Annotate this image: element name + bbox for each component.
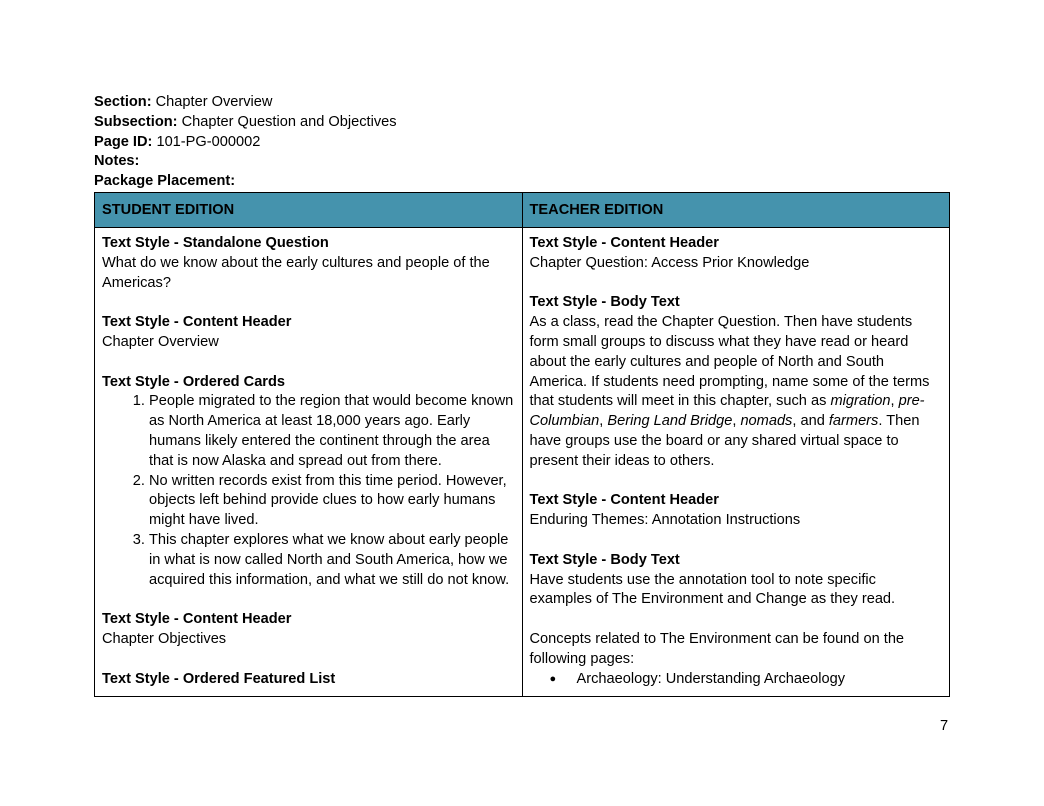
ordered-cards-list xyxy=(102,392,515,590)
content-header-text: Chapter Overview xyxy=(102,333,219,350)
page-id-label: Page ID: xyxy=(94,133,153,150)
term: nomads xyxy=(740,413,793,430)
edition-table xyxy=(94,192,950,697)
style-label: Text Style - Body Text xyxy=(529,551,680,568)
term: pre-Columbian xyxy=(529,393,925,430)
page-number: 7 xyxy=(940,718,949,734)
list-item: 1. People migrated to the region that would become known as North America at least 18,000 years ago. Early humans likely entered the continent through the area that is now Alaska and spread out from there. xyxy=(149,392,515,471)
list-item: ● Archaeology: Understanding Archaeology xyxy=(577,670,943,690)
teacher-edition-header: TEACHER EDITION xyxy=(522,193,950,228)
section-value: Chapter Overview xyxy=(155,94,273,110)
notes-line xyxy=(94,152,397,172)
standalone-question: What do we know about the early cultures and people of the Americas? xyxy=(102,254,490,291)
separator: , and xyxy=(792,413,829,430)
student-edition-cell xyxy=(95,228,523,697)
term: Bering Land Bridge xyxy=(607,413,733,430)
term: farmers xyxy=(828,413,879,430)
student-edition-header: STUDENT EDITION xyxy=(95,193,523,228)
subsection-value: Chapter Question and Objectives xyxy=(181,113,397,130)
page-id-value: 101-PG-000002 xyxy=(156,133,261,150)
list-item: 2. No written records exist from this time period. However, objects left behind provide clues to how early humans might have lived. xyxy=(149,472,515,531)
body-text-part: . Then have groups use the board or any shared virtual space to present their ideas to others. xyxy=(529,413,920,469)
style-label: Text Style - Standalone Question xyxy=(102,235,329,251)
style-label: Text Style - Content Header xyxy=(102,611,292,628)
style-label: Text Style - Content Header xyxy=(529,492,719,509)
content-header-text: Enduring Themes: Annotation Instructions xyxy=(529,512,801,529)
notes-label: Notes: xyxy=(94,153,140,170)
style-label: Text Style - Ordered Cards xyxy=(102,373,286,390)
content-header-text: Chapter Question: Access Prior Knowledge xyxy=(529,254,810,271)
separator: , xyxy=(890,393,899,410)
separator: , xyxy=(599,413,608,430)
list-item: 3. This chapter explores what we know about early people in what is now called North and South America, how we acquired this information, and what we still do not know. xyxy=(149,531,515,590)
section-line xyxy=(94,93,397,113)
page-id-line xyxy=(94,133,397,153)
style-label: Text Style - Ordered Featured List xyxy=(102,670,336,687)
body-text: Concepts related to The Environment can be found on the following pages: xyxy=(529,630,905,667)
bulleted-list xyxy=(530,670,943,690)
body-text: Have students use the annotation tool to note specific examples of The Environment and Change as they read. xyxy=(529,571,896,608)
section-label: Section: xyxy=(94,94,152,110)
package-placement-label: Package Placement: xyxy=(94,173,236,190)
body-text-part: As a class, read the Chapter Question. Then have students form small groups to discuss what they have read or heard about the early cultures and people of North and South America. If students need prompting, name some of the terms that students will meet in this chapter, such as xyxy=(529,314,930,410)
package-placement-line xyxy=(94,172,397,192)
term: migration xyxy=(830,393,891,410)
teacher-edition-cell xyxy=(522,228,950,697)
subsection-line xyxy=(94,113,397,133)
style-label: Text Style - Content Header xyxy=(529,235,719,251)
style-label: Text Style - Content Header xyxy=(102,314,292,331)
content-header-text: Chapter Objectives xyxy=(102,630,227,647)
separator: , xyxy=(732,413,741,430)
style-label: Text Style - Body Text xyxy=(529,294,680,311)
body-text xyxy=(530,313,943,471)
subsection-label: Subsection: xyxy=(94,113,178,130)
metadata-block xyxy=(94,93,397,192)
